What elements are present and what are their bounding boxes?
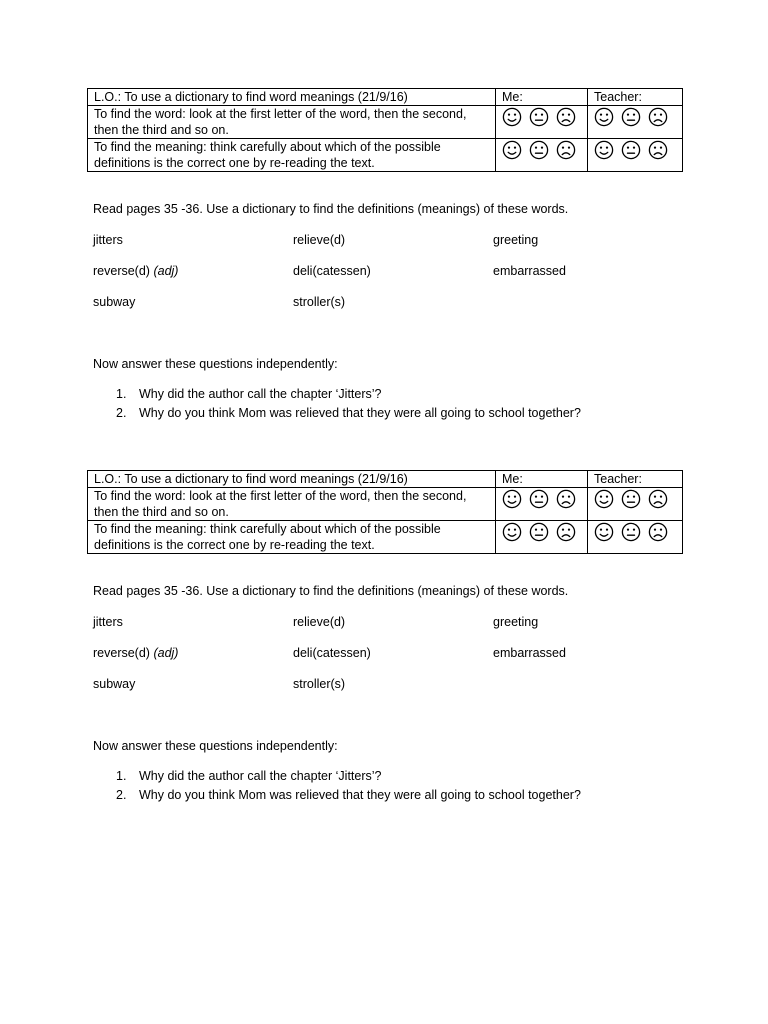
vocabulary-word-cell	[93, 263, 293, 294]
smiley-face-icon	[594, 107, 614, 127]
list-item	[93, 768, 581, 787]
vocabulary-word: relieve(d)	[293, 615, 346, 629]
vocabulary-word: greeting	[493, 615, 539, 629]
question-text: Why do you think Mom was relieved that they were all going to school together?	[139, 788, 581, 802]
criteria-text: To find the meaning: think carefully about which of the possible definitions is the correct one by re-reading the text.	[88, 139, 496, 172]
question-number: 1.	[116, 769, 127, 783]
smiley-face-icon	[502, 140, 522, 160]
vocabulary-word: stroller(s)	[293, 295, 346, 309]
questions-intro: Now answer these questions independently:	[93, 739, 338, 753]
vocabulary-word-cell	[93, 645, 293, 676]
questions-intro: Now answer these questions independently:	[93, 357, 338, 371]
smiley-face-icon	[594, 522, 614, 542]
vocabulary-word: jitters	[93, 233, 123, 247]
me-column-header: Me:	[496, 471, 588, 488]
neutral-face-icon	[621, 522, 641, 542]
learning-objective: L.O.: To use a dictionary to find word meanings (21/9/16)	[88, 471, 496, 488]
sad-face-icon	[648, 522, 668, 542]
smiley-face-icon	[502, 522, 522, 542]
sad-face-icon	[648, 107, 668, 127]
vocabulary-word: reverse(d)	[93, 264, 150, 278]
neutral-face-icon	[529, 140, 549, 160]
sad-face-icon	[556, 522, 576, 542]
neutral-face-icon	[529, 489, 549, 509]
vocabulary-word: subway	[93, 295, 136, 309]
vocabulary-row	[93, 645, 693, 676]
vocabulary-word: reverse(d)	[93, 646, 150, 660]
success-criteria-row	[88, 521, 683, 554]
sad-face-icon	[648, 140, 668, 160]
reading-instruction: Read pages 35 -36. Use a dictionary to find the definitions (meanings) of these words.	[93, 584, 569, 598]
sad-face-icon	[556, 140, 576, 160]
learning-objective-table	[87, 88, 683, 172]
list-item	[93, 787, 581, 806]
sad-face-icon	[556, 489, 576, 509]
worksheet-1	[87, 88, 682, 420]
me-self-assessment	[496, 488, 588, 521]
neutral-face-icon	[621, 489, 641, 509]
smiley-face-icon	[594, 489, 614, 509]
question-text: Why did the author call the chapter ‘Jitters’?	[139, 769, 382, 783]
question-list	[93, 386, 581, 424]
table-header-row	[88, 89, 683, 106]
sad-face-icon	[556, 107, 576, 127]
criteria-text: To find the word: look at the first letter of the word, then the second, then the third and so on.	[88, 106, 496, 139]
neutral-face-icon	[529, 522, 549, 542]
teacher-assessment	[588, 521, 683, 554]
smiley-face-icon	[502, 107, 522, 127]
vocabulary-word: embarrassed	[493, 264, 566, 278]
reading-instruction: Read pages 35 -36. Use a dictionary to find the definitions (meanings) of these words.	[93, 202, 569, 216]
teacher-assessment	[588, 106, 683, 139]
vocabulary-word-empty	[493, 676, 693, 707]
vocabulary-row	[93, 263, 693, 294]
neutral-face-icon	[529, 107, 549, 127]
vocabulary-word: jitters	[93, 615, 123, 629]
vocabulary-word: greeting	[493, 233, 539, 247]
neutral-face-icon	[621, 140, 641, 160]
vocabulary-word-empty	[493, 294, 693, 325]
vocabulary-row	[93, 676, 693, 707]
vocabulary-row	[93, 232, 693, 263]
vocabulary-word: deli(catessen)	[293, 646, 371, 660]
question-number: 1.	[116, 387, 127, 401]
vocabulary-row	[93, 614, 693, 645]
me-column-header: Me:	[496, 89, 588, 106]
smiley-face-icon	[502, 489, 522, 509]
criteria-text: To find the meaning: think carefully about which of the possible definitions is the correct one by re-reading the text.	[88, 521, 496, 554]
vocabulary-word: stroller(s)	[293, 677, 346, 691]
question-number: 2.	[116, 406, 127, 420]
list-item	[93, 405, 581, 424]
success-criteria-row	[88, 488, 683, 521]
learning-objective: L.O.: To use a dictionary to find word meanings (21/9/16)	[88, 89, 496, 106]
sad-face-icon	[648, 489, 668, 509]
criteria-text: To find the word: look at the first letter of the word, then the second, then the third and so on.	[88, 488, 496, 521]
vocabulary-word: deli(catessen)	[293, 264, 371, 278]
teacher-assessment	[588, 488, 683, 521]
list-item	[93, 386, 581, 405]
success-criteria-row	[88, 139, 683, 172]
question-text: Why do you think Mom was relieved that they were all going to school together?	[139, 406, 581, 420]
teacher-column-header: Teacher:	[588, 89, 683, 106]
vocabulary-word: embarrassed	[493, 646, 566, 660]
question-text: Why did the author call the chapter ‘Jitters’?	[139, 387, 382, 401]
smiley-face-icon	[594, 140, 614, 160]
worksheet-2	[87, 470, 682, 802]
success-criteria-row	[88, 106, 683, 139]
vocabulary-word: relieve(d)	[293, 233, 346, 247]
me-self-assessment	[496, 521, 588, 554]
neutral-face-icon	[621, 107, 641, 127]
learning-objective-table	[87, 470, 683, 554]
word-class-note: (adj)	[153, 264, 179, 278]
question-list	[93, 768, 581, 806]
teacher-column-header: Teacher:	[588, 471, 683, 488]
vocabulary-grid	[93, 232, 693, 325]
me-self-assessment	[496, 106, 588, 139]
word-class-note: (adj)	[153, 646, 179, 660]
vocabulary-grid	[93, 614, 693, 707]
table-header-row	[88, 471, 683, 488]
question-number: 2.	[116, 788, 127, 802]
vocabulary-row	[93, 294, 693, 325]
vocabulary-word: subway	[93, 677, 136, 691]
teacher-assessment	[588, 139, 683, 172]
me-self-assessment	[496, 139, 588, 172]
